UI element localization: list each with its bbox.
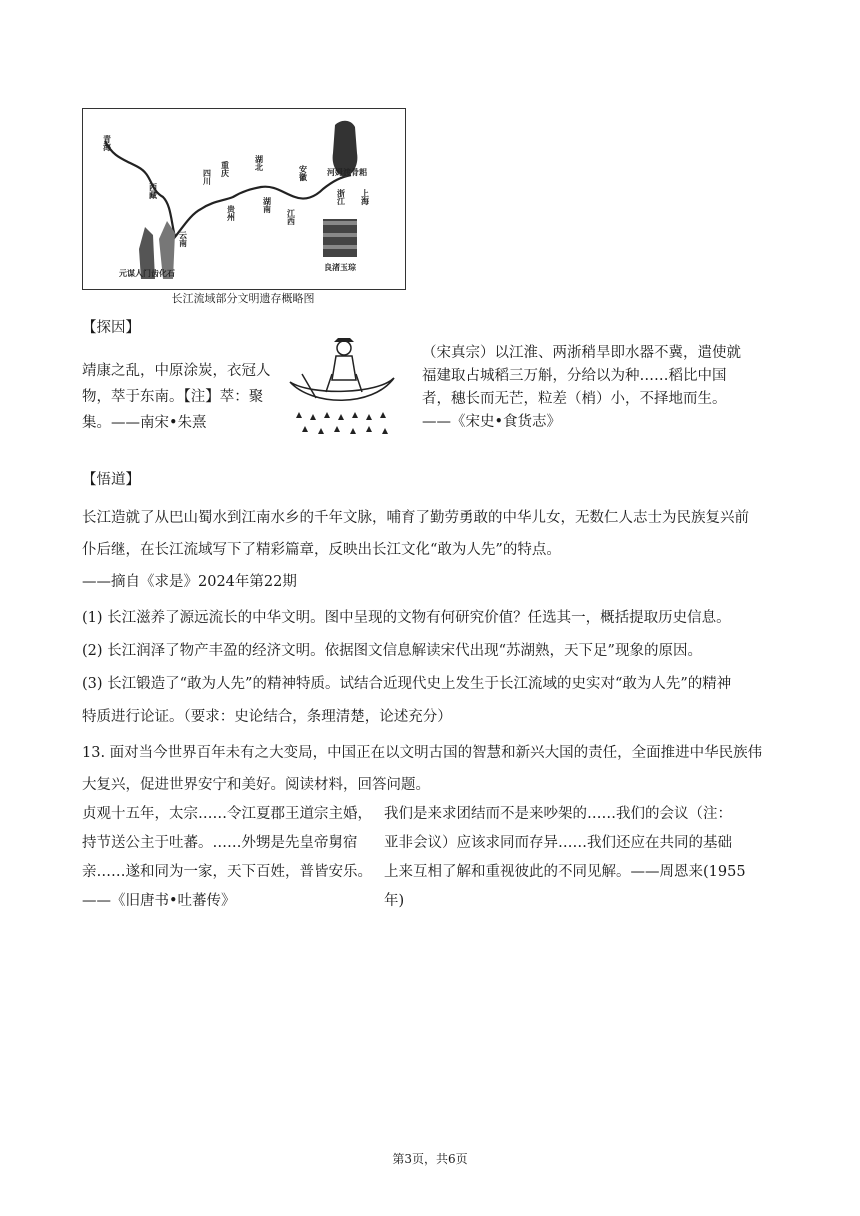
- map-label-yunnan: 云南: [178, 231, 188, 247]
- map-drawing: [83, 109, 405, 289]
- q13-left-line: 亲……遂和同为一家，天下百姓，普皆安乐。: [82, 864, 372, 880]
- map-label-jade: 良渚玉琮: [324, 263, 356, 272]
- map-label-sichuan: 四川: [202, 169, 212, 185]
- map-label-guizhou: 贵州: [226, 205, 236, 221]
- wudao-line: 仆后继，在长江流域写下了精彩篇章，反映出长江文化“敢为人先”的特点。: [82, 542, 561, 558]
- q13-right-line: 我们是来求团结而不是来吵架的……我们的会议（注：: [384, 806, 732, 822]
- q13-left-source: ——《旧唐书•吐蕃传》: [82, 893, 236, 909]
- tanyin-right-source: ——《宋史•食货志》: [422, 414, 562, 430]
- map-label-fossil: 元谋人门齿化石: [119, 269, 175, 278]
- map-label-zhejiang: 浙江: [336, 189, 346, 205]
- map-label-qinghai: 青海: [102, 135, 112, 151]
- yangtze-map: [82, 108, 406, 290]
- question-3-cont: 特质进行论证。（要求：史论结合，条理清楚，论述充分）: [82, 709, 452, 725]
- tanyin-left-line: 物，萃于东南。【注】萃：聚: [82, 389, 264, 405]
- q13-right-line: 年): [384, 893, 405, 909]
- tanyin-right-line: 者，穗长而无芒，粒差（梢）小，不择地而生。: [422, 391, 727, 407]
- tanyin-left-line: 靖康之乱，中原涂炭，衣冠人: [82, 363, 271, 379]
- map-label-xizang: 西藏: [148, 183, 158, 199]
- q13-right-line: 上来互相了解和重视彼此的不同见解。——周恩来(1955: [384, 864, 746, 880]
- q13-right-quote: [384, 800, 746, 916]
- tanyin-left-line: 集。——南宋•朱熹: [82, 415, 207, 431]
- q13-left-quote: [82, 800, 372, 916]
- wudao-text: [82, 502, 749, 598]
- q13-left-line: 持节送公主于吐蕃。……外甥是先皇帝舅宿: [82, 835, 358, 851]
- q13-right-line: 亚非会议）应该求同而存异……我们还应在共同的基础: [384, 835, 732, 851]
- farmer-boat-illustration: [282, 334, 400, 446]
- map-label-anhui: 安徽: [298, 165, 308, 181]
- question-2: (2) 长江润泽了物产丰盈的经济文明。依据图文信息解读宋代出现“苏湖熟，天下足”现象的原因。: [82, 643, 702, 659]
- map-caption: 长江流域部分文明遗存概略图: [171, 292, 315, 305]
- map-label-shanghai: 上海: [360, 189, 370, 205]
- question-3: (3) 长江锻造了“敢为人先”的精神特质。试结合近现代史上发生于长江流域的史实对“敢为人先”的精神: [82, 676, 732, 692]
- map-label-chongqing: 重庆: [220, 161, 230, 177]
- wudao-source: ——摘自《求是》2024年第22期: [82, 574, 297, 590]
- tanyin-left-quote: [82, 358, 271, 436]
- tanyin-right-quote: [422, 342, 741, 434]
- map-label-jiangxi: 江西: [286, 209, 296, 225]
- tanyin-right-line: （宋真宗）以江淮、两浙稍旱即水器不冀，遣使就: [422, 345, 741, 361]
- q13-left-line: 贞观十五年，太宗……令江夏郡王道宗主婚，: [82, 806, 372, 822]
- question-1: (1) 长江滋养了源远流长的中华文明。图中呈现的文物有何研究价值？任选其一，概括提取历史信息。: [82, 610, 731, 626]
- tanyin-right-line: 福建取占城稻三万斛，分给以为种……稻比中国: [422, 368, 727, 384]
- q13-intro: [82, 737, 762, 801]
- map-label-hunan: 湖南: [262, 197, 272, 213]
- wudao-heading: 【悟道】: [82, 472, 140, 488]
- questions-list: [82, 602, 731, 734]
- map-label-bone: 河姆渡骨耜: [327, 168, 367, 177]
- map-label-hubei: 湖北: [254, 155, 264, 171]
- q13-line: 13. 面对当今世界百年未有之大变局，中国正在以文明古国的智慧和新兴大国的责任，全面推进中华民族伟: [82, 745, 763, 761]
- tanyin-heading: 【探因】: [82, 320, 140, 336]
- yangtze-river: [105, 141, 351, 237]
- page-number: 第3页，共6页: [392, 1152, 468, 1166]
- wudao-line: 长江造就了从巴山蜀水到江南水乡的千年文脉，哺育了勤劳勇敢的中华儿女，无数仁人志士为民族复兴前: [82, 510, 749, 526]
- q13-line: 大复兴，促进世界安宁和美好。阅读材料，回答问题。: [82, 777, 430, 793]
